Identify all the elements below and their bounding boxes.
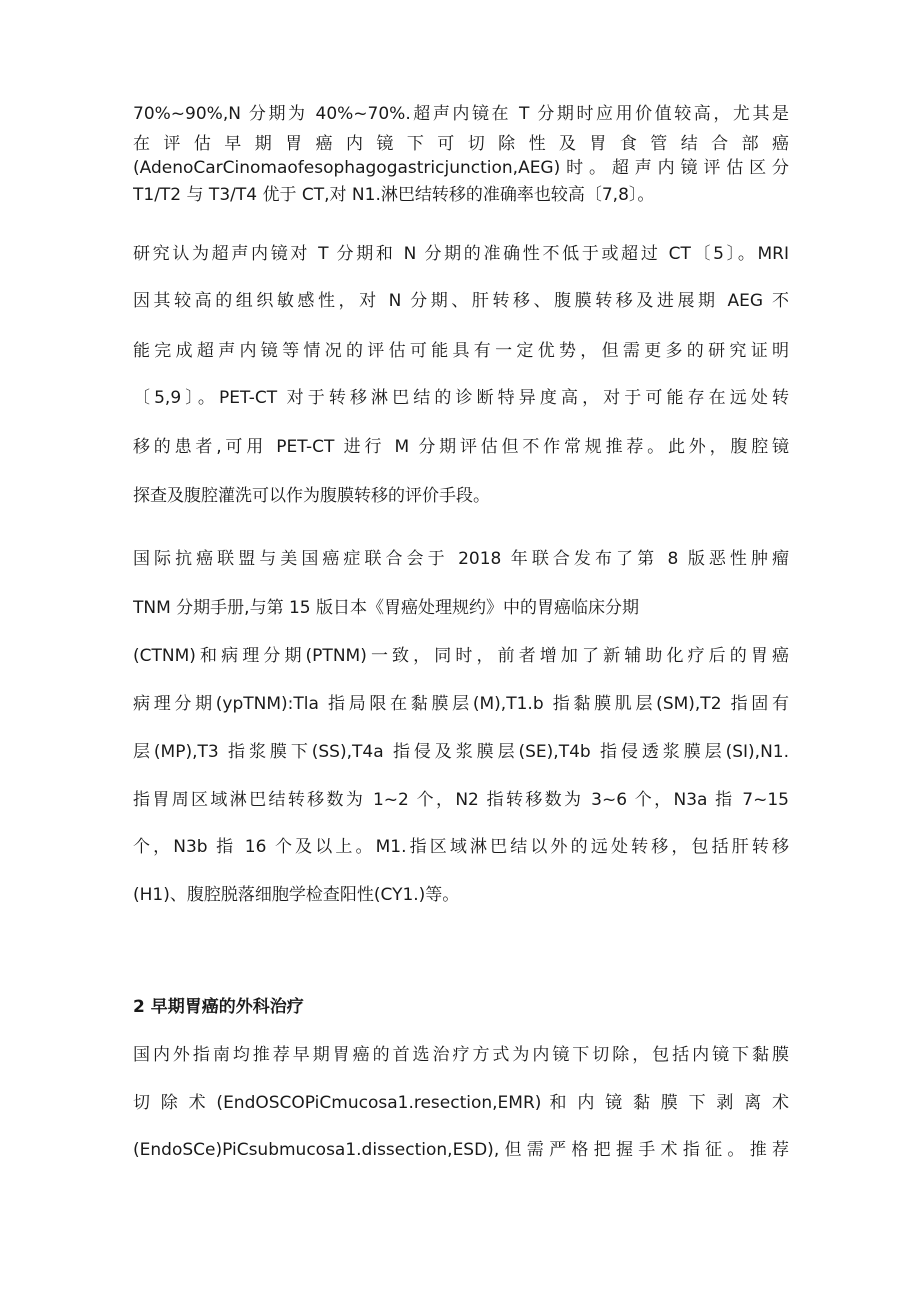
paragraph-line: 移的患者,可用 PET-CT 进行 M 分期评估但不作常规推荐。此外，腹腔镜 xyxy=(133,437,789,457)
section-heading: 2 早期胃癌的外科治疗 xyxy=(133,997,304,1017)
paragraph-line: 因其较高的组织敏感性，对 N 分期、肝转移、腹膜转移及进展期 AEG 不 xyxy=(133,291,789,311)
paragraph-line: 〔5,9〕。PET-CT 对于转移淋巴结的诊断特异度高，对于可能存在远处转 xyxy=(133,388,789,408)
paragraph-line: 层(MP),T3 指浆膜下(SS),T4a 指侵及浆膜层(SE),T4b 指侵透浆膜层(SI),N1. xyxy=(133,742,789,762)
paragraph-line: 探查及腹腔灌洗可以作为腹膜转移的评价手段。 xyxy=(133,486,490,506)
paragraph-line: 指胃周区域淋巴结转移数为 1~2 个，N2 指转移数为 3~6 个，N3a 指 7~15 xyxy=(133,790,789,810)
paragraph-line: 国内外指南均推荐早期胃癌的首选治疗方式为内镜下切除，包括内镜下黏膜 xyxy=(133,1045,789,1065)
paragraph-line: (H1)、腹腔脱落细胞学检查阳性(CY1.)等。 xyxy=(133,885,460,905)
paragraph-line: TNM 分期手册,与第 15 版日本《胃癌处理规约》中的胃癌临床分期 xyxy=(133,598,640,618)
paragraph-line: (AdenoCarCinomaofesophagogastricjunction,AEG)时。超声内镜评估区分 xyxy=(133,158,789,178)
paragraph-line: (CTNM)和病理分期(PTNM)一致，同时，前者增加了新辅助化疗后的胃癌 xyxy=(133,646,789,666)
paragraph-line: 能完成超声内镜等情况的评估可能具有一定优势，但需更多的研究证明 xyxy=(133,341,789,361)
paragraph-line: T1/T2 与 T3/T4 优于 CT,对 N1.淋巴结转移的准确率也较高〔7,8〕。 xyxy=(133,185,655,205)
paragraph-line: 研究认为超声内镜对 T 分期和 N 分期的准确性不低于或超过 CT〔5〕。MRI xyxy=(133,244,789,264)
paragraph-line: (EndoSCe)PiCsubmucosa1.dissection,ESD),但需严格把握手术指征。推荐 xyxy=(133,1140,789,1160)
paragraph-line: 切 除 术 (EndOSCOPiCmucosa1.resection,EMR) 和 内 镜 黏 膜 下 剥 离 术 xyxy=(133,1093,789,1113)
paragraph-line: 70%~90%,N 分期为 40%~70%.超声内镜在 T 分期时应用价值较高，尤其是 xyxy=(133,104,789,124)
paragraph-line: 在 评 估 早 期 胃 癌 内 镜 下 可 切 除 性 及 胃 食 管 结 合 部 癌 xyxy=(133,134,789,154)
paragraph-line: 国际抗癌联盟与美国癌症联合会于 2018 年联合发布了第 8 版恶性肿瘤 xyxy=(133,549,789,569)
paragraph-line: 个，N3b 指 16 个及以上。M1.指区域淋巴结以外的远处转移，包括肝转移 xyxy=(133,837,789,857)
paragraph-line: 病理分期(ypTNM):Tla 指局限在黏膜层(M),T1.b 指黏膜肌层(SM),T2 指固有 xyxy=(133,694,789,714)
